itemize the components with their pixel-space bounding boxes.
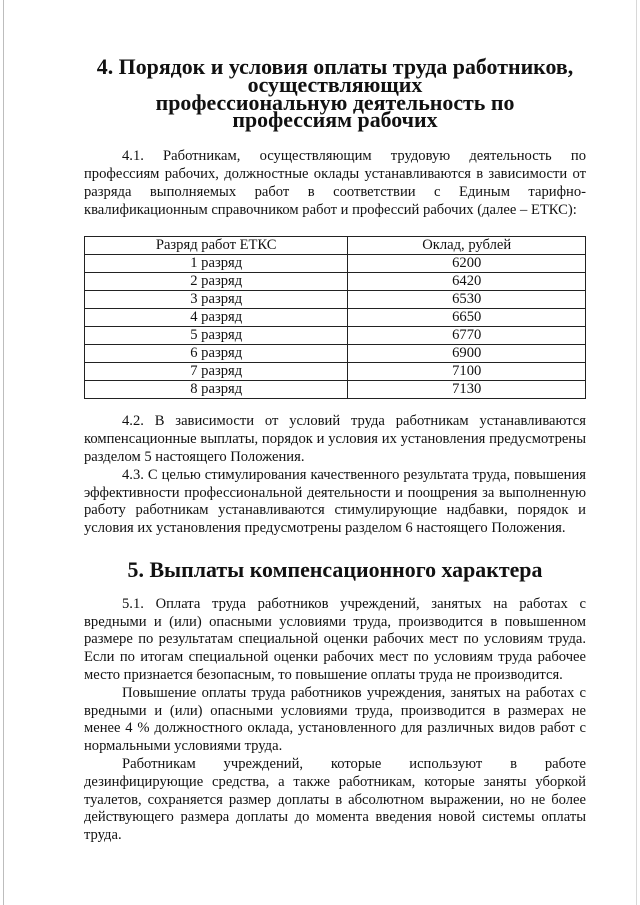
header-grade: Разряд работ ЕТКС [85,237,348,255]
salary-cell: 6900 [348,345,586,363]
paragraph-4-3: 4.3. С целью стимулирования качественного результата труда, повышения эффективности профессиональной деятельности и поощрения за выполненную работу работникам устанавливаются стимулирующие надбавки, порядок и условия их установления предусмотрены разделом 6 настоящего Положения. [84,466,586,537]
paragraph-5-1: 5.1. Оплата труда работников учреждений, занятых на работах с вредными и (или) опасными условиями труда, производится в повышенном размере по результатам специальной оценки рабочих мест по условиям труда. Если по итогам специальной оценки рабочих мест по условиям труда рабочее место признается безопасным, то повышение оплаты труда не производится. [84,595,586,683]
table-row [85,381,586,399]
paragraph-4-1: 4.1. Работникам, осуществляющим трудовую деятельность по профессиям рабочих, должностные оклады устанавливаются в зависимости от разряда выполняемых работ в соответствии с Единым тарифно-квалификационным справочником работ и профессий рабочих (далее – ЕТКС): [84,148,586,218]
grade-cell: 2 разряд [85,273,348,291]
section-4-heading-line-2: профессиональную деятельность по профессиям рабочих [155,89,515,133]
section-4-heading-line-1: 4. Порядок и условия оплаты труда работников, осуществляющих [96,54,574,97]
table-row [85,273,586,291]
grade-cell: 5 разряд [85,327,348,345]
table-row [85,291,586,309]
salary-cell: 6770 [348,327,586,345]
etks-salary-table [84,236,586,399]
paragraph-5-1-disinfectants: Работникам учреждений, которые используют в работе дезинфицирующие средства, а также работникам, которые заняты уборкой туалетов, сохраняется размер доплаты в абсолютном выражении, но не более действующего размера доплаты до момента введения новой системы оплаты труда. [84,755,586,844]
table-row [85,255,586,273]
table-row [85,309,586,327]
salary-cell: 6530 [348,291,586,309]
grade-cell: 6 разряд [85,345,348,363]
salary-cell: 6420 [348,273,586,291]
salary-cell: 6650 [348,309,586,327]
table-row [85,327,586,345]
salary-cell: 6200 [348,255,586,273]
scan-edge-right [636,0,637,905]
section-5-heading: 5. Выплаты компенсационного характера [127,556,543,582]
table-row [85,363,586,381]
salary-cell: 7130 [348,381,586,399]
scan-edge-left [3,0,4,905]
grade-cell: 3 разряд [85,291,348,309]
header-salary: Оклад, рублей [348,237,586,255]
paragraph-5-1-increase: Повышение оплаты труда работников учреждения, занятых на работах с вредными и (или) опасными условиями труда, производится в размерах не менее 4 % должностного оклада, установленного для различных видов работ с нормальными условиями труда. [84,684,586,755]
table-header-row [85,237,586,255]
grade-cell: 8 разряд [85,381,348,399]
section-4-heading [84,54,586,133]
document-content [84,54,586,845]
grade-cell: 1 разряд [85,255,348,273]
paragraph-4-2: 4.2. В зависимости от условий труда работникам устанавливаются компенсационные выплаты, порядок и условия их установления предусмотрены разделом 5 настоящего Положения. [84,413,586,465]
salary-cell: 7100 [348,363,586,381]
grade-cell: 7 разряд [85,363,348,381]
table-row [85,345,586,363]
grade-cell: 4 разряд [85,309,348,327]
